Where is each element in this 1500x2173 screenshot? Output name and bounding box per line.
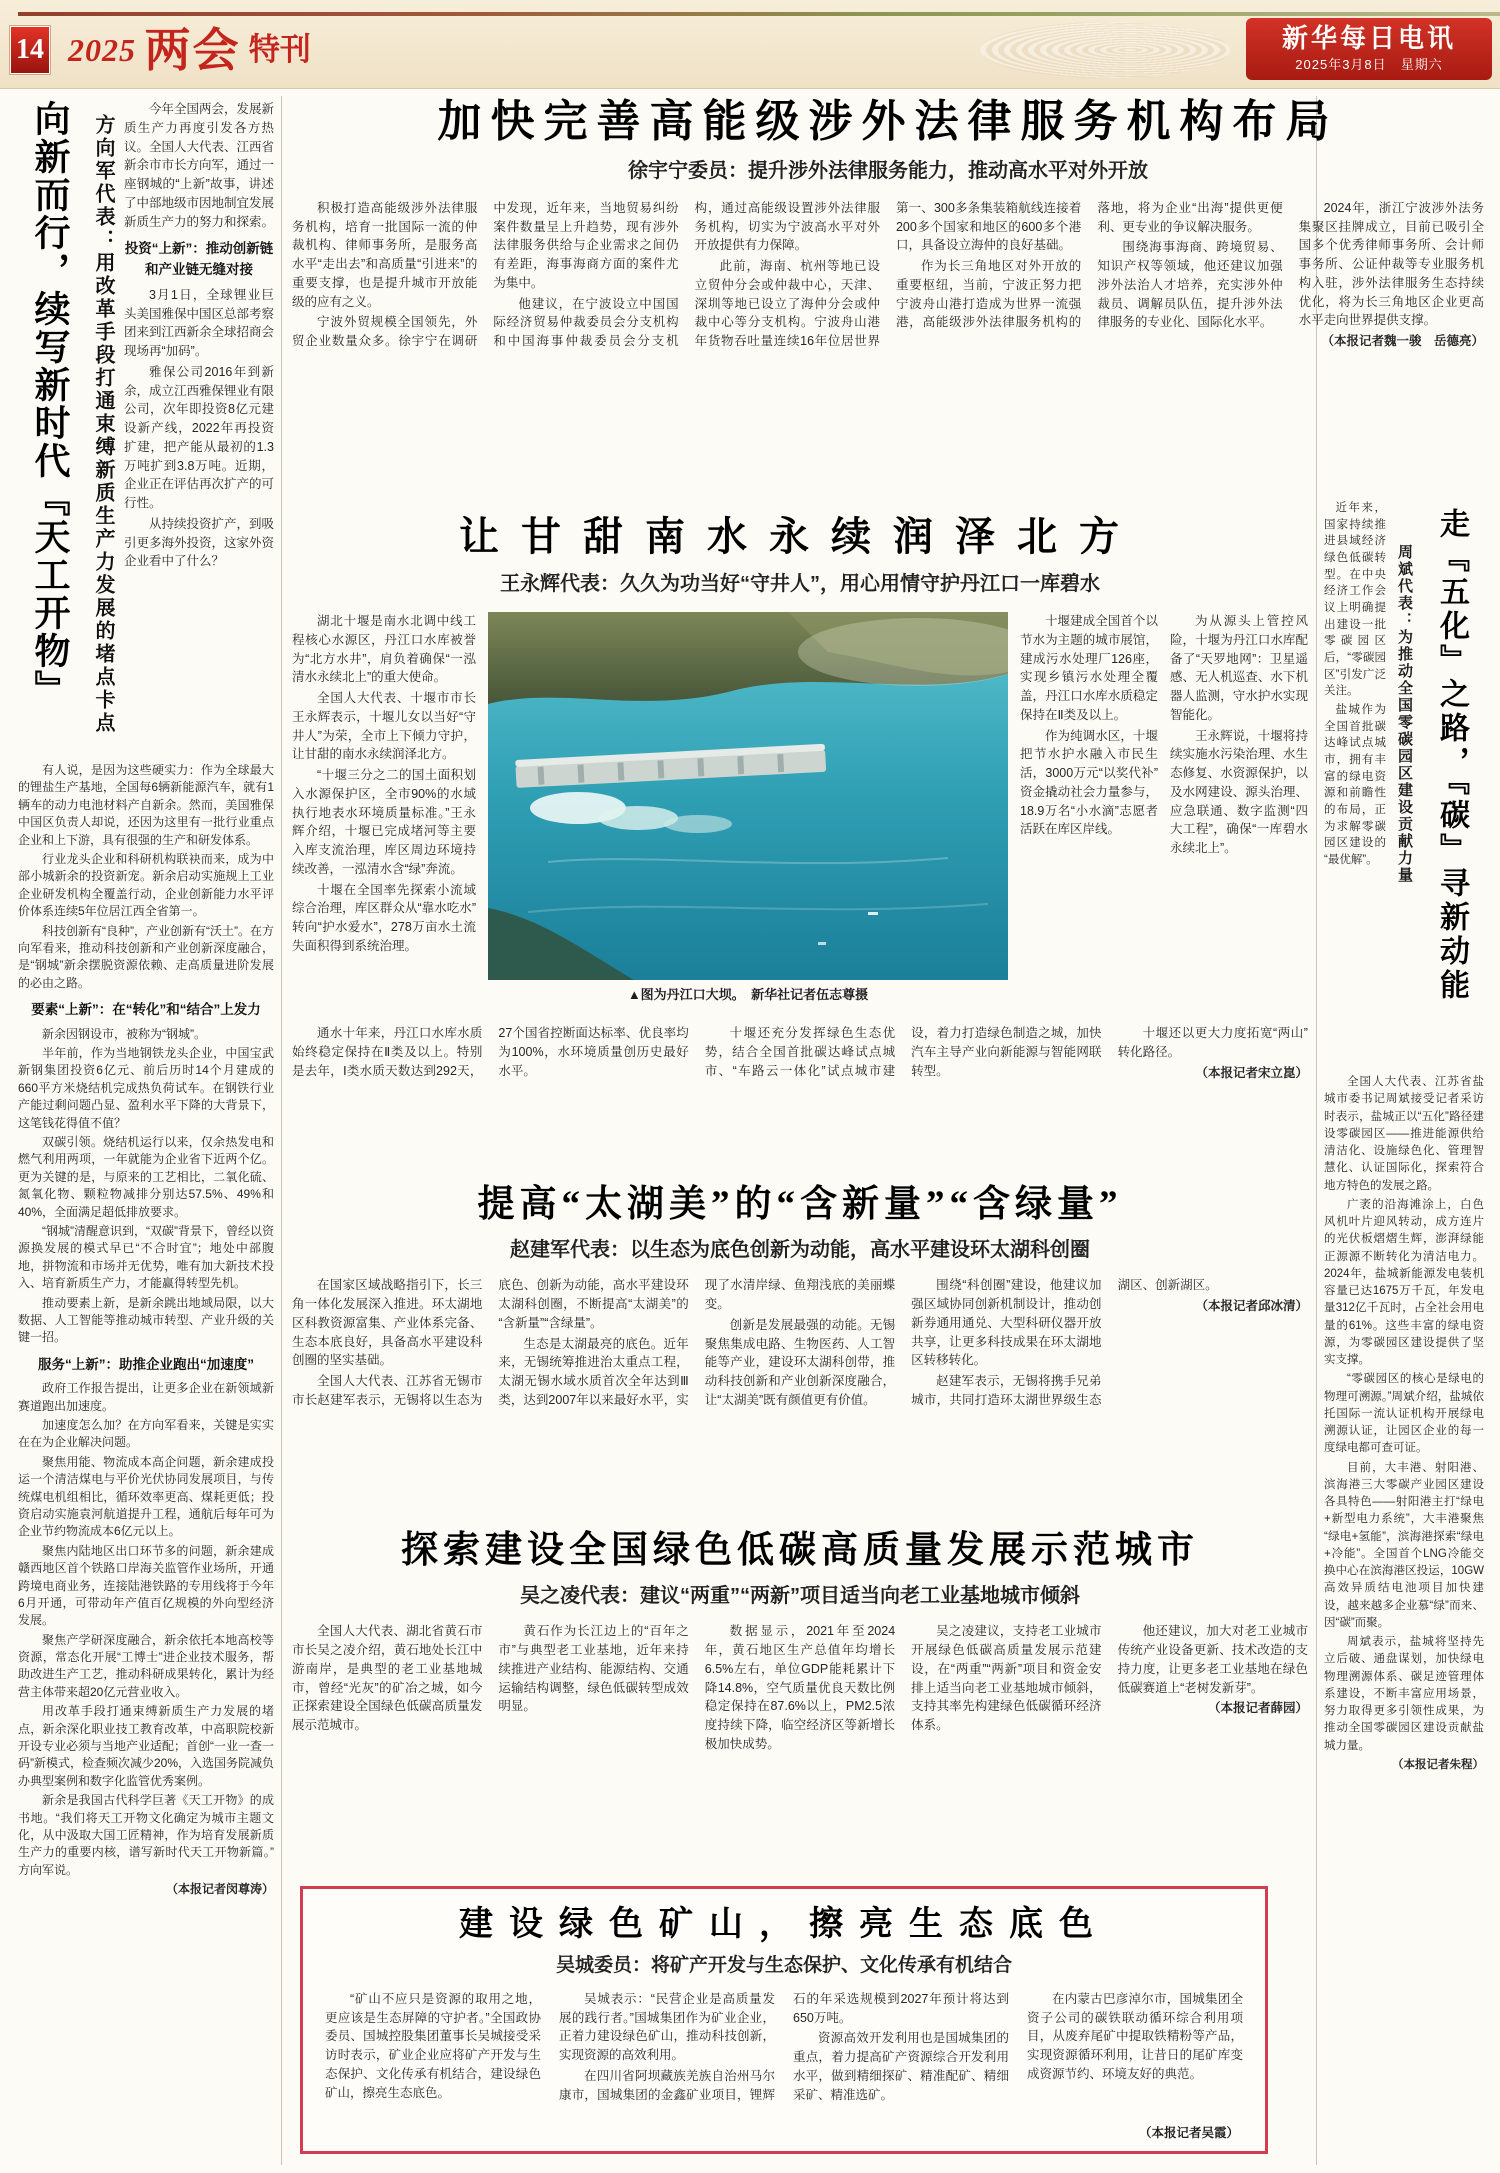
photo-caption: ▲图为丹江口大坝。 新华社记者伍志尊摄 xyxy=(627,987,869,1002)
header-rule xyxy=(18,12,1500,16)
reporter-credit: （本报记者朱程） xyxy=(1392,1758,1484,1771)
edition-year: 2025 xyxy=(68,32,136,68)
article-yancheng-headline: 走『五化』之路，『碳』寻新动能 xyxy=(1435,508,1468,1003)
article-huangshi xyxy=(292,1528,1308,1848)
page-header xyxy=(0,0,1500,89)
paragraph: 盐城作为全国首批碳达峰试点城市，拥有丰富的绿电资源和前瞻性的布局，正为求解零碳园区建设的“最优解”。 xyxy=(1324,704,1386,867)
paragraph: 为从源头上管控风险，十堰为丹江口水库配备了“天罗地网”：卫星遥感、无人机巡查、水下机器人监测，守水护水实现智能化。 xyxy=(1170,614,1308,722)
paragraph: 十堰还以更大力度拓宽“两山”转化路径。 xyxy=(1117,1026,1308,1059)
paragraph: 生态是太湖最亮的底色。近年来，无锡统筹推进治太重点工程，太湖无锡水域水质首次全年达到Ⅲ类，达到2007年以来最好水平，实现了水清岸绿、鱼翔浅底的美丽蝶变。 xyxy=(498,1278,896,1407)
article-yancheng-body xyxy=(1324,1074,1484,2134)
paragraph: “零碳园区的核心是绿电的物理可溯源。”周斌介绍，盐城依托国际一流认证机构开展绿电溯源认证，让园区企业的每一度绿电都可查可证。 xyxy=(1324,1373,1484,1455)
paragraph: 周斌表示，盐城将坚持先立后破、通盘谋划，加快绿电物理溯源体系、碳足迹管理体系建设，不断丰富应用场景，努力取得更多引领性成果，为推动全国零碳园区建设贡献盐城力量。 xyxy=(1324,1636,1484,1752)
paragraph: 今年全国两会，发展新质生产力再度引发各方热议。全国人大代表、江西省新余市市长方向军，通过一座钢城的“上新”故事，讲述了中部地级市因地制宜发展新质生产力的努力和探索。 xyxy=(124,102,274,229)
date: 2025年3月8日 xyxy=(1295,57,1387,72)
article-danjiangkou-byline: 王永辉代表：久久为功当好“守井人”，用心用情守护丹江口一库碧水 xyxy=(500,573,1100,595)
article-xinyu-intro-column xyxy=(124,100,274,752)
header-decoration xyxy=(980,22,1230,78)
paragraph: 近年来，国家持续推进县域经济绿色低碳转型。在中央经济工作会议上明确提出建设一批零碳园区后，“零碳园区”引发广泛关注。 xyxy=(1324,502,1386,698)
paragraph: 有人说，是因为这些硬实力：作为全球最大的锂盐生产基地，全国每6辆新能源汽车，就有1辆车的动力电池材料产自新余。然而，美国雅保中国区负责人却说，还因为这里有一批行业重点企业和上下游，具有很强的生产和研发体系。 xyxy=(18,763,274,847)
paragraph: 此前，海南、杭州等地已设立贸仲分会或仲裁中心，天津、深圳等地已设立了海仲分会或仲裁中心等分支机构。宁波舟山港年货物吞吐量连续16年位居世界第一、300多条集装箱航线连接着200多个国家和地区的600多个港口，具备设立海仲的良好基础。 xyxy=(694,200,1082,349)
paragraph: 聚焦内陆地区出口环节多的问题，新余建成赣西地区首个铁路口岸海关监管作业场所，开通跨境电商业务，连接陆港铁路的专用线将于今年6月开通，可带动年产值百亿规模的外向型经济发展。 xyxy=(18,1543,274,1628)
article-xinyu-byline: 方向军代表：用改革手段打通束缚新质生产力发展的堵点卡点 xyxy=(92,114,114,735)
paragraph: 黄石作为长江边上的“百年之市”与典型老工业基地，近年来持续推进产业结构、能源结构、交通运输结构调整，绿色低碳转型成效明显。 xyxy=(498,1624,689,1714)
weekday: 星期六 xyxy=(1400,57,1443,72)
edition-title xyxy=(68,24,311,76)
danjiangkou-dam-photo-figure xyxy=(488,612,1008,1012)
paragraph: 作为纯调水区，十堰把节水护水融入市民生活，3000万元“以奖代补”资金撬动社会力量参与，18.9万名“小水滴”志愿者活跃在库区岸线。 xyxy=(1020,728,1158,837)
article-xinyu xyxy=(18,100,274,2160)
paragraph: “矿山不应只是资源的取用之地，更应该是生态屏障的守护者。”全国政协委员、国城控股集团董事长吴城接受采访时表示，矿业企业应将矿产开发与生态保护、文化传承有机结合，建设绿色矿山，擦亮生态底色。 xyxy=(325,1991,541,2100)
article-danjiangkou-headline: 让甘甜南水永续润泽北方 xyxy=(459,514,1141,559)
reporter-credit: （本报记者闵尊涛） xyxy=(165,1882,274,1897)
paragraph: 全国人大代表、江苏省无锡市市长赵建军表示，无锡将以生态为底色、创新为动能，高水平建设环太湖科创圈，不断提高“太湖美”的“含新量”“含绿量”。 xyxy=(292,1278,689,1407)
article-green-mine-body xyxy=(325,1990,1243,2130)
paragraph: 王永辉说，十堰将持续实施水污染治理、水生态修复、水资源保护，以及水网建设、源头治理、应急联通、数字监测“四大工程”，确保“一库碧水永续北上”。 xyxy=(1170,728,1308,855)
article-xinyu-header xyxy=(18,100,274,752)
reporter-credit: （本报记者魏一骏 岳德亮） xyxy=(1321,334,1484,349)
paragraph: 创新是发展最强的动能。无锡聚焦集成电路、生物医药、人工智能等产业，建设环太湖科创带，推动科技创新和产业创新深度融合，让“太湖美”既有颜值更有价值。 xyxy=(704,1317,896,1407)
paragraph: 在国家区域战略指引下，长三角一体化发展深入推进。环太湖地区科教资源富集、产业体系完备、生态本底良好，具备高水平建设科创圈的坚实基础。 xyxy=(292,1278,483,1368)
paragraph: 2024年，浙江宁波涉外法务集聚区挂牌成立，目前已吸引全国多个优秀律师事务所、会计师事务所、公证仲裁等专业服务机构入驻，涉外法律服务生态持续优化，将为长三角地区企业更高水平走向世界提供支撑。 xyxy=(1298,200,1484,328)
reporter-credit: （本报记者宋立崑） xyxy=(1195,1065,1308,1080)
paragraph: 全国人大代表、江苏省盐城市委书记周斌接受记者采访时表示，盐城正以“五化”路径建设零碳园区——推进能源供给清洁化、设施绿色化、管理智慧化、认证国际化，探索符合地方特色的发展之路。 xyxy=(1324,1076,1484,1192)
paragraph: 双碳引领。烧结机运行以来，仅余热发电和燃气利用两项，一年就能为企业省下近两个亿。更为关键的是，与原来的工艺相比，二氧化硫、氮氧化物、颗粒物减排分别达57.5%、49%和40%，全面满足超低排放要求。 xyxy=(18,1134,274,1219)
paragraph: 目前，大丰港、射阳港、滨海港三大零碳产业园区建设各具特色——射阳港主打“绿电+新型电力系统”，大丰港聚焦“绿电+氢能”，滨海港探索“绿电+冷能”。全国首个LNG冷能交换中心在滨海港区投运，10GW高效异质结电池项目加快建设，越来越多企业慕“绿”而来、因“碳”而聚。 xyxy=(1324,1461,1484,1629)
article-yancheng-byline: 周斌代表：为推动全国零碳园区建设贡献力量 xyxy=(1396,544,1413,884)
masthead-date xyxy=(1246,57,1492,73)
article-taihu-byline: 赵建军代表：以生态为底色创新为动能，高水平建设环太湖科创圈 xyxy=(510,1239,1090,1262)
paragraph: 加速度怎么加？在方向军看来，关键是实实在在为企业解决问题。 xyxy=(18,1418,274,1450)
paragraph: 行业龙头企业和科研机构联袂而来，成为中部小城新余的投资新宠。新余启动实施规上工业企业研发机构全覆盖行动，企业创新能力水平评价体系连续5年位居江西全省第一。 xyxy=(18,851,274,919)
paragraph: 在内蒙古巴彦淖尔市，国城集团全资子公司的碳铁联动循环综合利用项目，从废弃尾矿中提取铁精粉等产品，实现资源循环利用，让昔日的尾矿库变成资源节约、环境友好的典范。 xyxy=(1027,1991,1243,2081)
paragraph: 科技创新有“良种”，产业创新有“沃土”。在方向军看来，推动科技创新和产业创新深度融合，是“钢城”新余摆脱资源依赖、走高质量进阶发展的必由之路。 xyxy=(18,923,274,990)
paragraph: 雅保公司2016年到新余，成立江西雅保锂业有限公司，次年即投资8亿元建设新产线，2022年再投资扩建，把产能从最初的1.3万吨扩到3.8万吨。近期，企业正在评估再次扩产的可行性。 xyxy=(124,364,274,510)
paragraph: 在四川省阿坝藏族羌族自治州马尔康市，国城集团的金鑫矿业项目，锂辉石的年采选规模到2027年预计将达到650万吨。 xyxy=(559,1991,1009,2102)
paragraph: 作为长三角地区对外开放的重要枢纽，当前，宁波正努力把宁波舟山港打造成为世界一流强港，高能级涉外法律服务机构的落地，将为企业“出海”提供更便利、更专业的争议解决服务。 xyxy=(895,200,1283,330)
article-huangshi-headline: 探索建设全国绿色低碳高质量发展示范城市 xyxy=(401,1530,1199,1571)
article-legal-subtitle: 徐宇宁委员：提升涉外法律服务能力，推动高水平对外开放 xyxy=(628,159,1148,182)
masthead-title: 新华每日电讯 xyxy=(1281,24,1456,54)
section-subhead: 要素“上新”：在“转化”和“结合”上发力 xyxy=(31,1002,261,1018)
paragraph: 新余因钢设市，被称为“钢城”。 xyxy=(42,1026,206,1041)
article-danjiangkou-bottom xyxy=(292,1024,1308,1166)
article-taihu-headline: 提高“太湖美”的“含新量”“含绿量” xyxy=(477,1184,1123,1225)
edition-main: 两会 xyxy=(144,23,241,77)
paragraph: 聚焦产学研深度融合，新余依托本地高校等资源，常态化开展“工博士”进企业技术服务，帮助改进生产工艺，推动科研成果转化，累计为经营主体带来超20亿元营业收入。 xyxy=(18,1632,274,1699)
paragraph: 他还建议，加大对老工业城市传统产业设备更新、技术改造的支持力度，让更多老工业基地在绿色低碳赛道上“老树发新芽”。 xyxy=(1117,1624,1308,1695)
paragraph: 吴之凌建议，支持老工业城市开展绿色低碳高质量发展示范建设，在“两重”“两新”项目和资金安排上适当向老工业基地城市倾斜，支持其率先构建绿色低碳循环经济体系。 xyxy=(911,1624,1102,1732)
article-danjiangkou-right-columns xyxy=(1020,612,1308,1012)
article-legal-body xyxy=(292,199,1484,481)
article-green-mine-byline: 吴城委员：将矿产开发与生态保护、文化传承有机结合 xyxy=(555,1955,1012,1977)
article-danjiangkou-left-column xyxy=(292,612,476,1012)
paragraph: 全国人大代表、十堰市市长王永辉表示，十堰儿女以当好“守井人”为荣，全市上下倾力守护，让甘甜的南水永续润泽北方。 xyxy=(292,691,476,762)
paragraph: 从持续投资扩产，到吸引更多海外投资，这家外资企业看中了什么？ xyxy=(124,516,274,569)
paragraph: 政府工作报告提出，让更多企业在新领域新赛道跑出加速度。 xyxy=(18,1381,274,1413)
paragraph: 围绕海事海商、跨境贸易、知识产权等领域，他还建议加强涉外法治人才培养，充实涉外仲裁员、调解员队伍，提升涉外法律服务的专业化、国际化水平。 xyxy=(1097,240,1283,330)
reporter-credit: （本报记者薛园） xyxy=(1207,1701,1308,1716)
article-danjiangkou xyxy=(292,512,1308,1166)
paragraph: 资源高效开发利用也是国城集团的重点，着力提高矿产资源综合开发利用水平，做到精细探矿、精准配矿、精细采矿、精准选矿。 xyxy=(793,2031,1009,2102)
paragraph: 十堰建成全国首个以节水为主题的城市展馆，建成污水处理厂126座，实现乡镇污水处理全覆盖，丹江口水库水质稳定保持在Ⅱ类及以上。 xyxy=(1020,614,1158,722)
paragraph: 3月1日，全球锂业巨头美国雅保中国区总部考察团来到江西新余全球招商会现场再“加码”。 xyxy=(124,287,274,358)
article-legal-services xyxy=(292,96,1484,481)
paragraph: 通水十年来，丹江口水库水质始终稳定保持在Ⅱ类及以上。特别是去年，Ⅰ类水质天数达到292天，27个国省控断面达标率、优良率均为100%，水环境质量创历史最好水平。 xyxy=(292,1026,689,1078)
paragraph: 十堰还充分发挥绿色生态优势，结合全国首批碳达峰试点城市、“车路云一体化”试点城市建设，着力打造绿色制造之城，加快汽车主导产业向新能源与智能网联转型。 xyxy=(704,1026,1102,1078)
section-subhead: 服务“上新”：助推企业跑出“加速度” xyxy=(38,1356,254,1372)
article-yancheng-header xyxy=(1324,500,1484,1062)
article-green-mine-headline: 建设绿色矿山，擦亮生态底色 xyxy=(459,1906,1109,1943)
article-xinyu-body xyxy=(18,762,274,2160)
article-xinyu-headline: 向新而行，续写新时代『天工开物』 xyxy=(30,100,70,708)
article-huangshi-body xyxy=(292,1622,1308,1848)
paragraph: 赵建军表示，无锡将携手兄弟城市，共同打造环太湖世界级生态湖区、创新湖区。 xyxy=(911,1278,1218,1407)
article-taihu xyxy=(292,1182,1308,1488)
paragraph: 宁波外贸规模全国领先，外贸企业数量众多。徐宇宁在调研中发现，近年来，当地贸易纠纷案件数量呈上升趋势，现有涉外法律服务供给与企业需求之间仍有差距，海事海商方面的案件尤为集中。 xyxy=(292,200,679,349)
article-legal-headline: 加快完善高能级涉外法律服务机构布局 xyxy=(437,97,1339,146)
article-green-mine-box xyxy=(300,1886,1268,2154)
paragraph: 广袤的沿海滩涂上，白色风机叶片迎风转动，成方连片的光伏板熠熠生辉，澎湃绿能正源源不断转化为清洁电力。2024年，盐城新能源发电装机容量已达1675万千瓦，年发电量312亿千瓦时，占全社会用电量的61%。这些丰富的绿电资源，为零碳园区建设提供了坚实支撑。 xyxy=(1324,1198,1484,1366)
article-danjiangkou-middle xyxy=(292,612,1308,1012)
paragraph: 湖北十堰是南水北调中线工程核心水源区，丹江口水库被誉为“北方水井”，肩负着确保“一泓清水永续北上”的重大使命。 xyxy=(292,614,476,685)
paragraph: 积极打造高能级涉外法律服务机构，培育一批国际一流的仲裁机构、律师事务所，是服务高水平“走出去”和高质量“引进来”的重要支撑，也是提升城市开放能级的应有之义。 xyxy=(292,200,478,309)
column-rule-left xyxy=(281,96,282,2165)
masthead-box xyxy=(1246,18,1492,80)
paragraph: “十堰三分之二的国土面积划入水源保护区，全市90%的水域执行地表水环境质量标准。”王永辉介绍，十堰已完成堵河等主要入库支流治理，库区周边环境持续改善，一泓清水含“绿”奔流。 xyxy=(292,768,476,876)
page-number: 14 xyxy=(10,26,50,74)
paragraph: 聚焦用能、物流成本高企问题，新余建成投运一个清洁煤电与平价光伏协同发展项目，与传统煤电机组相比，循环效率更高、煤耗更低；投资启动实施袁河航道提升工程，通航后每年可为企业节约物流成本6亿元以上。 xyxy=(18,1454,274,1539)
reporter-credit: （本报记者吴霞） xyxy=(1138,2126,1239,2140)
danjiangkou-dam-photo xyxy=(488,612,1008,980)
paragraph: 围绕“科创圈”建设，他建议加强区域协同创新机制设计，推动创新券通用通兑、大型科研仪器开放共享，让更多科技成果在环太湖地区转移转化。 xyxy=(911,1278,1102,1368)
edition-suffix: 特刊 xyxy=(248,32,311,67)
paragraph: 新余是我国古代科学巨著《天工开物》的成书地。“我们将天工开物文化确定为城市主题文化，从中汲取大国工匠精神，作为培育发展新质生产力的重要内核，谱写新时代天工开物新篇。”方向军说。 xyxy=(18,1793,274,1877)
paragraph: 数据显示，2021年至2024年，黄石地区生产总值年均增长6.5%左右，单位GDP能耗累计下降14.8%，空气质量优良天数比例稳定保持在87.6%以上，PM2.5浓度持续下降，临空经济区等新增长极加快成势。 xyxy=(704,1624,896,1751)
article-yancheng-lead-column xyxy=(1324,500,1386,1062)
paragraph: 用改革手段打通束缚新质生产力发展的堵点，新余深化职业技工教育改革，中高职院校新开设专业必须与当地产业适配；首创“一业一查一码”新模式，检查频次减少20%，入选国务院减负办典型案例和数字化监管优秀案例。 xyxy=(18,1704,274,1788)
article-huangshi-byline: 吴之凌代表：建议“两重”“两新”项目适当向老工业基地城市倾斜 xyxy=(520,1585,1080,1608)
paragraph: 吴城表示：“民营企业是高质量发展的践行者。”国城集团作为矿业企业，正着力建设绿色矿山，推动科技创新，实现资源的高效利用。 xyxy=(559,1991,775,2063)
paragraph: 全国人大代表、湖北省黄石市市长吴之凌介绍，黄石地处长江中游南岸，是典型的老工业基地城市，曾经“光灰”的矿冶之城，如今正探索建设全国绿色低碳高质量发展示范城市。 xyxy=(292,1624,483,1732)
article-taihu-body xyxy=(292,1276,1308,1488)
section-subhead: 投资“上新”：推动创新链和产业链无缝对接 xyxy=(124,241,274,277)
paragraph: “钢城”清醒意识到，“双碳”背景下，曾经以资源换发展的模式早已“不合时宜”；地处中部腹地，拼物流和市场并无优势，唯有加大新技术投入、培育新质生产力，才能赢得转型先机。 xyxy=(18,1223,274,1291)
reporter-credit: （本报记者邱冰清） xyxy=(1195,1299,1308,1313)
article-yancheng xyxy=(1324,500,1484,2162)
paragraph: 十堰在全国率先探索小流域综合治理，库区群众从“靠水吃水”转向“护水爱水”，278万亩水土流失面积得到系统治理。 xyxy=(292,882,476,953)
paragraph: 半年前，作为当地钢铁龙头企业，中国宝武新钢集团投资6亿元、前后历时14个月建成的660平方米烧结机完成热负荷试车。在钢铁行业产能过剩问题凸显、盈利水平下降的大背景下，这笔钱花得值不值？ xyxy=(18,1046,274,1130)
paragraph: 推动要素上新，是新余跳出地域局限，以大数据、人工智能等推动城市转型、产业升级的关键一招。 xyxy=(18,1295,274,1345)
paragraph: 他建议，在宁波设立中国国际经济贸易仲裁委员会分支机构和中国海事仲裁委员会分支机构，通过高能级设置涉外法律服务机构，切实为宁波高水平对外开放提供有力保障。 xyxy=(493,200,880,349)
